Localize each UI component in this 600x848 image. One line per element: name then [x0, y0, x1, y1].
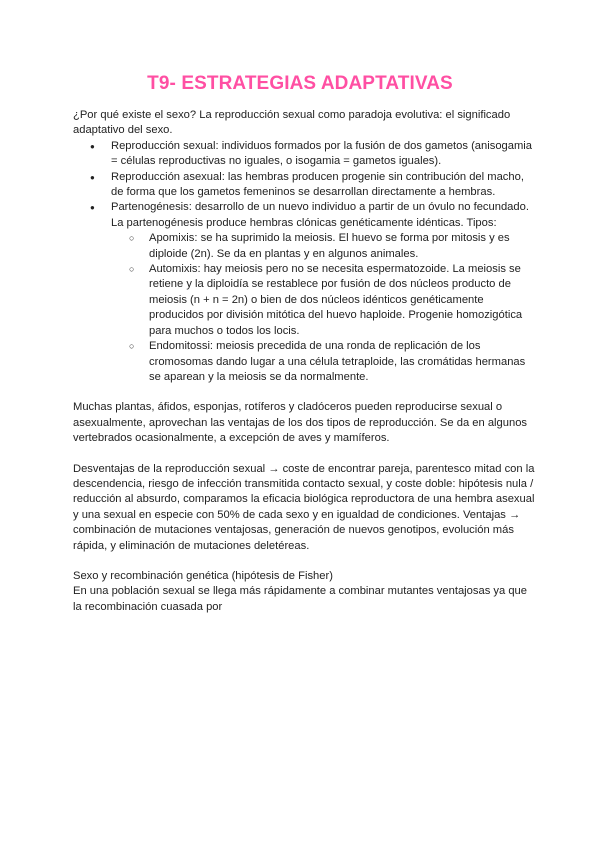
spacer [73, 447, 535, 462]
bullet-sexual-reproduction: ● Reproducción sexual: individuos formados por la fusión de dos gametos (anisogamia = células reproductivas no iguales, o isogamia = gametos iguales). [73, 139, 535, 170]
intro-paragraph: ¿Por qué existe el sexo? La reproducción sexual como paradoja evolutiva: el significado adaptativo del sexo. [73, 109, 511, 137]
bullet-asexual-reproduction: ● Reproducción asexual: las hembras producen progenie sin contribución del macho, de forma que los gametos femeninos se desarrollan directamente a hembras. [73, 170, 535, 201]
paragraph-disadvantages: Desventajas de la reproducción sexual → coste de encontrar pareja, parentesco mitad con la descendencia, riesgo de infección transmitida contacto sexual, y coste doble: hipótesis nula / reducción al absurdo, comparamos la eficacia biológica reproductora de una hembra asexual y una sexual en especie con 50% de cada sexo y en igualdad de condiciones. Ventajas → combinación de mutaciones ventajosas, generación de nuevos genotipos, evolución más rápida, y eliminación de mutaciones deletéreas. [73, 462, 535, 552]
paragraph-facultative-sex: Muchas plantas, áfidos, esponjas, rotíferos y cladóceros pueden reproducirse sexual o asexualmente, aprovechan las ventajas de los dos tipos de reproducción. Se da en algunos vertebrados ocasionalmente, a excepción de aves y mamíferos. [73, 401, 528, 445]
paragraph-fisher: En una población sexual se llega más rápidamente a combinar mutantes ventajosas ya que la recombinación cuasada por [73, 585, 527, 613]
sub-bullet-endomitosis: ○ Endomitossi: meiosis precedida de una ronda de replicación de los cromosomas dando lugar a una célula tetraploide, las cromátidas hermanas se aparean y la meiosis se da normalmente. [111, 339, 535, 385]
page-title: T9- ESTRATEGIAS ADAPTATIVAS [147, 73, 453, 94]
bullet-parthenogenesis [73, 200, 535, 385]
sub-bullet-apomixis: ○ Apomixis: se ha suprimido la meiosis. El huevo se forma por mitosis y es diploide (2n). Se da en plantas y en algunos animales. [111, 231, 535, 262]
sub-bullet-list [111, 231, 535, 385]
document-body [73, 108, 535, 615]
parthenogenesis-text: Partenogénesis: desarrollo de un nuevo individuo a partir de un óvulo no fecundado. La partenogénesis produce hembras clónicas genéticamente idénticas. Tipos: [111, 201, 529, 229]
sub-bullet-automixis: ○ Automixis: hay meiosis pero no se necesita espermatozoide. La meiosis se retiene y la diploidía se restablece por fusión de dos núcleos producto de meiosis (n + n = 2n) o bien de dos núcleos idénticos genéticamente producidos por división mitótica del huevo haploide. Progenie homozigótica para muchos o todos los locis. [111, 262, 535, 339]
bullet-list [73, 139, 535, 386]
spacer [73, 385, 535, 400]
section-heading-fisher: Sexo y recombinación genética (hipótesis de Fisher) [73, 569, 333, 582]
spacer [73, 554, 535, 569]
